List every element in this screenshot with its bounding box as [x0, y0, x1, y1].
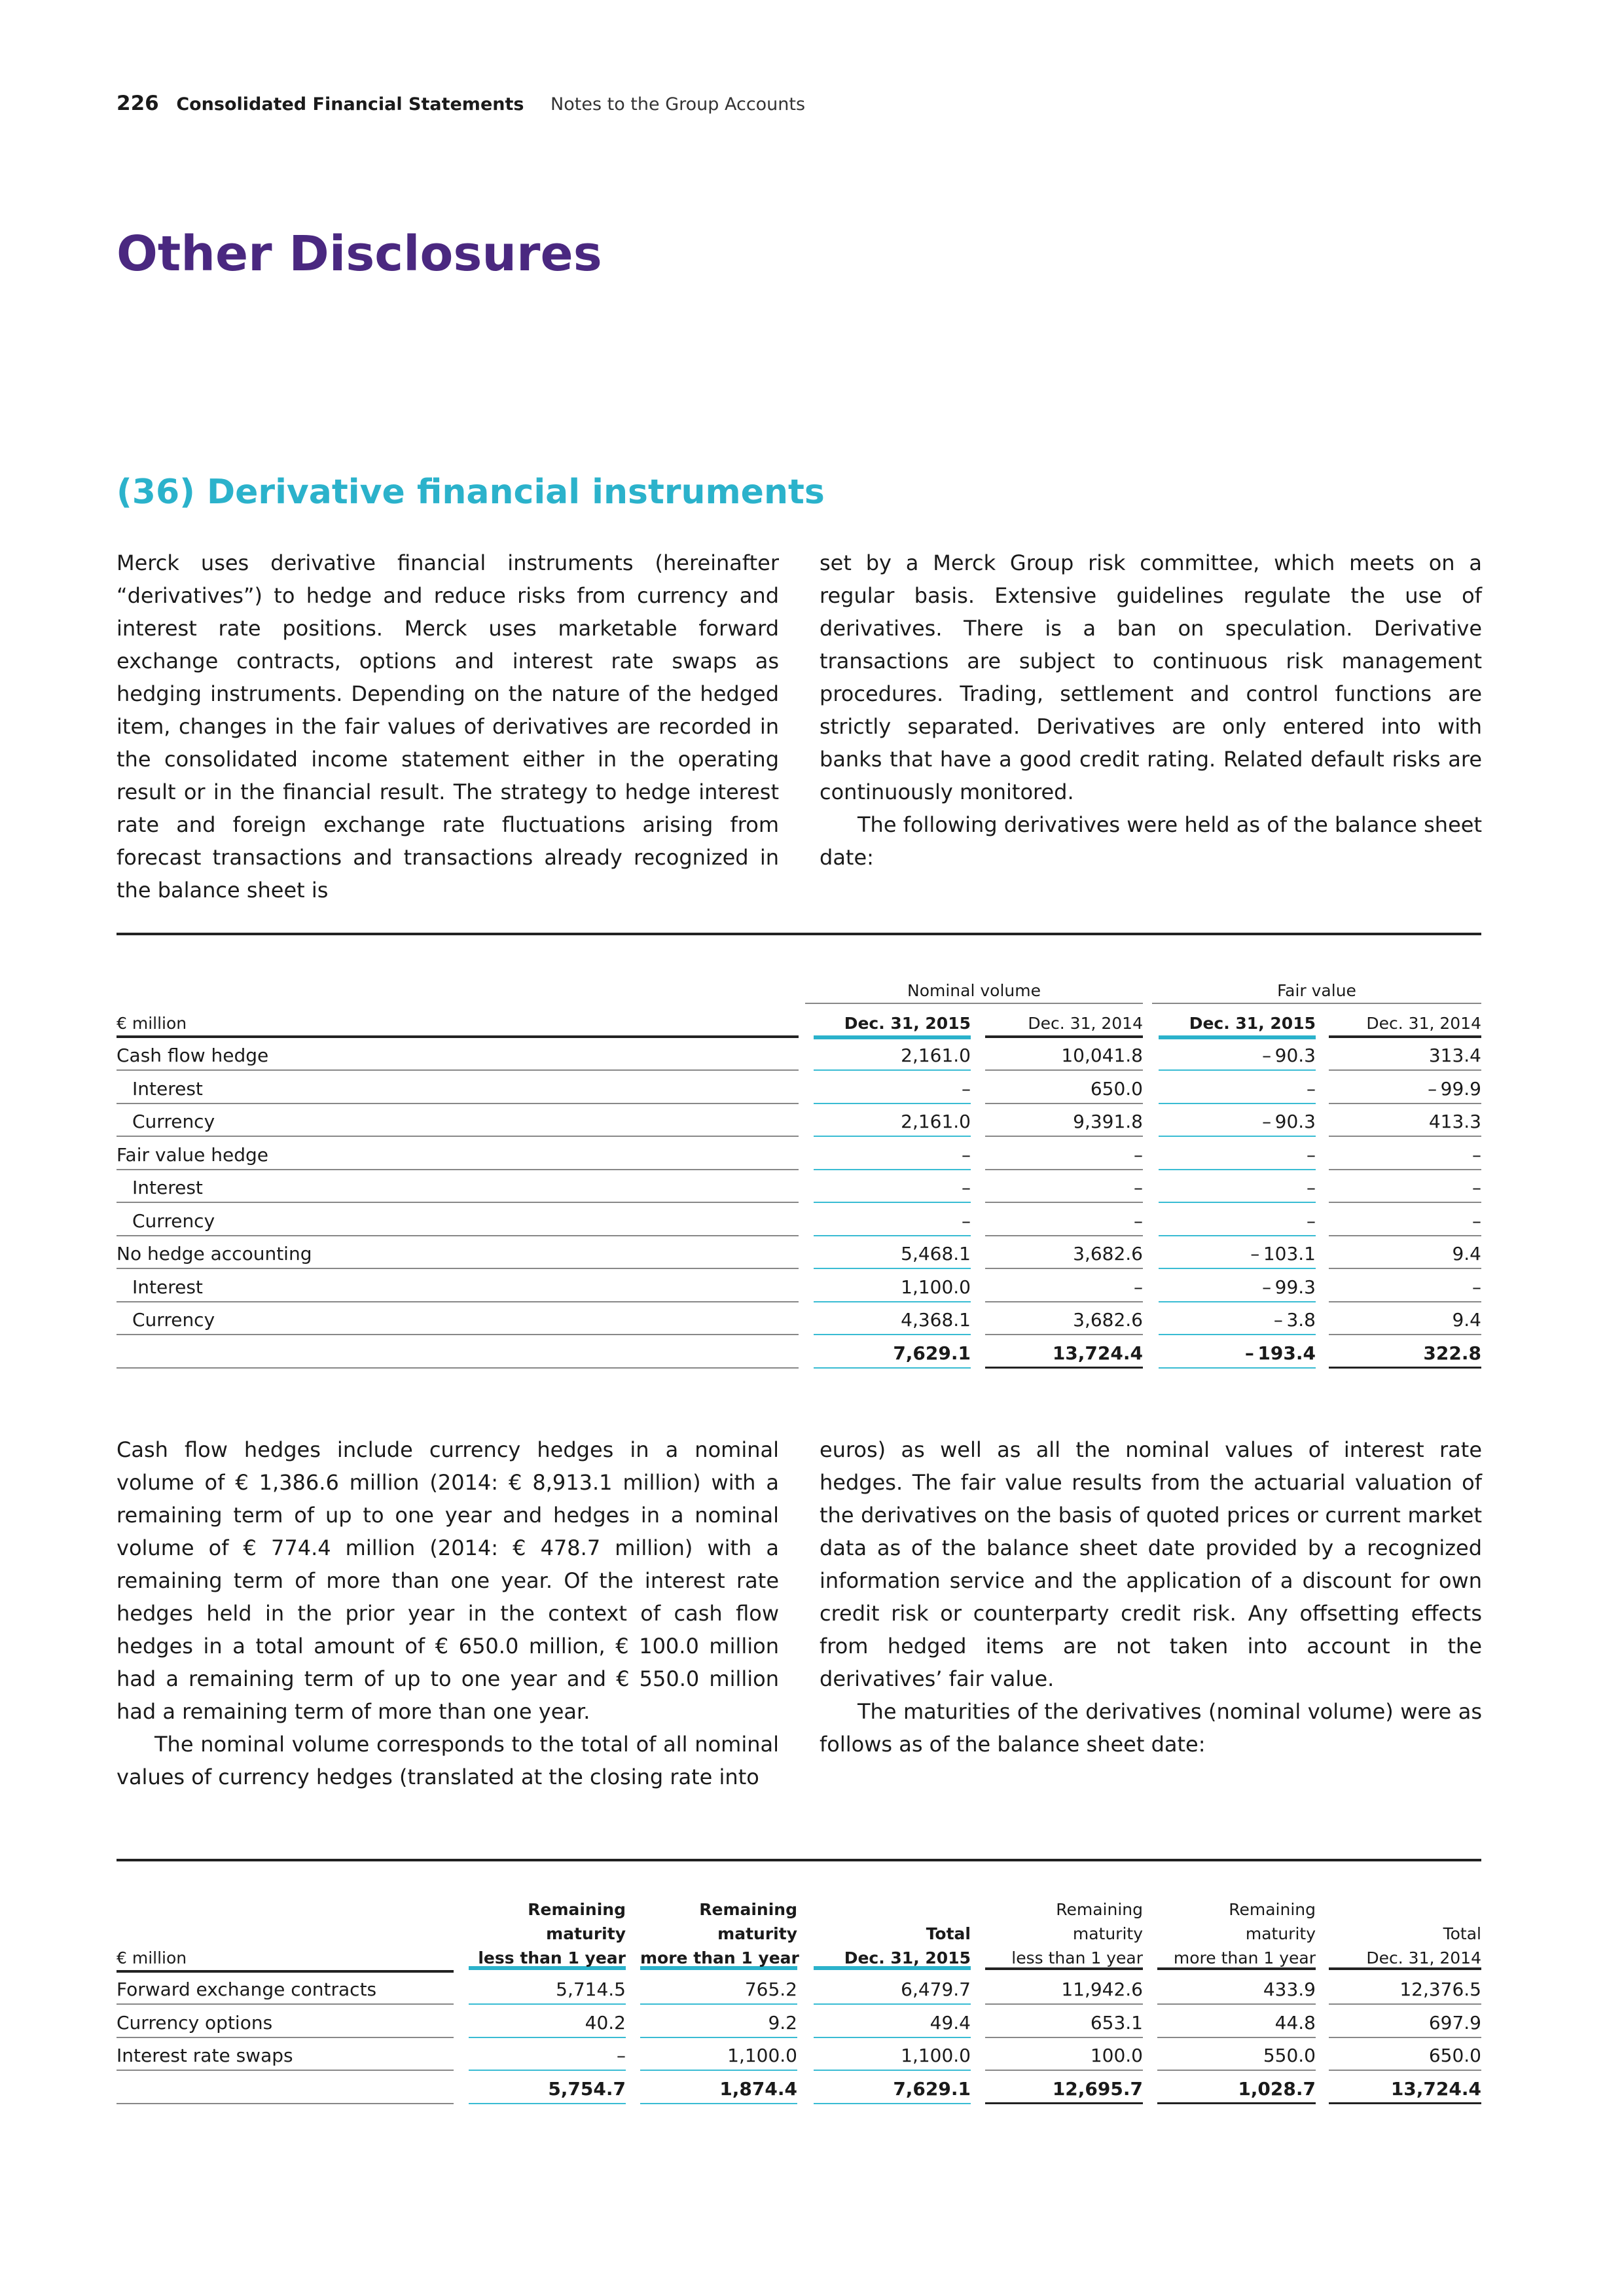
intro-right-paragraph: set by a Merck Group risk committee, which meets on a regular basis. Extensive guidelines regulate the use of derivatives. There is a ban on speculation. Derivative transactions are subject to continuous risk management procedures. Trading, settlement and control functions are strictly separated. Derivatives are only entered into with banks that have a good credit rating. Related default risks are continuously monitored.	[820, 550, 1482, 804]
table-cell: –	[985, 1272, 1143, 1302]
middle-right-column	[820, 1433, 1482, 1761]
table-cell: – 103.1	[1159, 1239, 1316, 1269]
column-header-line: Remaining	[528, 1900, 626, 1919]
column-header-line: more than 1 year	[640, 1946, 797, 1970]
intro-left-paragraph: Merck uses derivative financial instruments (hereinafter “derivatives”) to hedge and reduce risks from currency and interest rate positions. Merck uses marketable forward exchange contracts, options and interest rate swaps as hedging instruments. Depending on the nature of the hedged item, changes in the fair values of derivatives are recorded in the consolidated income statement either in the operating result or in the financial result. The strategy to hedge interest rate and foreign exchange rate fluctuations arising from forecast transactions and transactions already recognized in the balance sheet is	[117, 550, 779, 903]
row-label: Currency	[117, 1206, 799, 1236]
table-cell: 4,368.1	[814, 1305, 971, 1335]
table-cell: –	[1329, 1206, 1481, 1236]
note-heading: (36) Derivative financial instruments	[117, 473, 825, 512]
row-label: Currency options	[117, 2008, 454, 2038]
table-cell: 10,041.8	[985, 1041, 1143, 1071]
column-header-line: Remaining	[1229, 1900, 1316, 1919]
table-cell: 3,682.6	[985, 1239, 1143, 1269]
total-cell: 5,754.7	[469, 2074, 626, 2104]
table-cell: – 90.3	[1159, 1107, 1316, 1137]
table-cell: 3,682.6	[985, 1305, 1143, 1335]
column-header-line: maturity	[1245, 1924, 1316, 1943]
section-title: Consolidated Financial Statements	[176, 94, 524, 115]
total-row-label	[117, 1338, 799, 1369]
table-cell: 433.9	[1157, 1975, 1316, 2005]
column-header-line: less than 1 year	[985, 1946, 1143, 1970]
row-label: Currency	[117, 1107, 799, 1137]
table-cell: –	[814, 1173, 971, 1203]
table-cell: –	[1159, 1173, 1316, 1203]
table-cell: 2,161.0	[814, 1041, 971, 1071]
table-cell: 40.2	[469, 2008, 626, 2038]
column-header-line: Total	[926, 1924, 971, 1943]
table-cell: –	[814, 1140, 971, 1170]
table-cell: 5,468.1	[814, 1239, 971, 1269]
middle-left-column	[117, 1433, 779, 1793]
table-cell: –	[985, 1206, 1143, 1236]
table-cell: 12,376.5	[1329, 1975, 1481, 2005]
total-cell: 13,724.4	[1329, 2074, 1481, 2104]
table-cell: 1,100.0	[814, 2041, 971, 2071]
table-cell: 550.0	[1157, 2041, 1316, 2071]
total-cell: 322.8	[1329, 1338, 1481, 1369]
row-label: Interest	[117, 1074, 799, 1104]
total-cell: – 193.4	[1159, 1338, 1316, 1369]
table-cell: 2,161.0	[814, 1107, 971, 1137]
group-header-fair-value: Fair value	[1152, 978, 1481, 1004]
unit-label: € million	[117, 1946, 454, 1973]
column-header-line	[1329, 1897, 1481, 1922]
row-label: Currency	[117, 1305, 799, 1335]
table-cell: 9.4	[1329, 1239, 1481, 1269]
column-header: Dec. 31, 2014	[985, 1011, 1143, 1038]
total-cell: 7,629.1	[814, 1338, 971, 1369]
column-header-line: Dec. 31, 2014	[1329, 1946, 1481, 1970]
table-cell: 653.1	[985, 2008, 1143, 2038]
table-cell: 413.3	[1329, 1107, 1481, 1137]
table-cell: –	[1159, 1074, 1316, 1104]
group-header-nominal-volume: Nominal volume	[805, 978, 1143, 1004]
total-cell: 7,629.1	[814, 2074, 971, 2104]
maturities-table	[117, 1859, 1481, 2121]
table-cell: –	[814, 1206, 971, 1236]
table-cell: –	[985, 1140, 1143, 1170]
column-header-line: less than 1 year	[469, 1946, 626, 1970]
column-header-line: Total	[1443, 1924, 1481, 1943]
table-cell: 11,942.6	[985, 1975, 1143, 2005]
table-cell: – 99.9	[1329, 1074, 1481, 1104]
column-header-line: maturity	[1072, 1924, 1143, 1943]
column-header-line: Remaining	[1056, 1900, 1143, 1919]
table-cell: –	[1329, 1272, 1481, 1302]
table-cell: – 3.8	[1159, 1305, 1316, 1335]
table-cell: –	[1159, 1206, 1316, 1236]
total-cell: 12,695.7	[985, 2074, 1143, 2104]
table-cell: 1,100.0	[814, 1272, 971, 1302]
table-top-rule	[117, 1859, 1481, 1861]
subsection-title: Notes to the Group Accounts	[550, 94, 806, 115]
table-cell: 650.0	[1329, 2041, 1481, 2071]
table-cell: 9.4	[1329, 1305, 1481, 1335]
intro-right-paragraph: The following derivatives were held as of the balance sheet date:	[820, 812, 1482, 870]
table-cell: –	[469, 2041, 626, 2071]
middle-left-paragraph: Cash flow hedges include currency hedges in a nominal volume of € 1,386.6 million (2014: € 8,913.1 million) with a remaining term of up to one year and hedges in a nominal volume of € 774.4 million (2014: € 478.7 million) with a remaining term of more than one year. Of the interest rate hedges held in the prior year in the context of cash flow hedges in a total amount of € 650.0 million, € 100.0 million had a remaining term of up to one year and € 550.0 million had a remaining term of more than one year.	[117, 1437, 779, 1724]
intro-left-column	[117, 547, 779, 906]
intro-right-column	[820, 547, 1482, 874]
row-label: Interest	[117, 1173, 799, 1203]
row-label: Forward exchange contracts	[117, 1975, 454, 2005]
table-cell: 9,391.8	[985, 1107, 1143, 1137]
table-top-rule	[117, 933, 1481, 935]
column-header: Dec. 31, 2015	[1159, 1011, 1316, 1039]
table-cell: –	[985, 1173, 1143, 1203]
column-header-line: more than 1 year	[1157, 1946, 1316, 1970]
table-cell: – 90.3	[1159, 1041, 1316, 1071]
column-header-line	[814, 1897, 971, 1922]
table-cell: 1,100.0	[640, 2041, 797, 2071]
row-label: Interest	[117, 1272, 799, 1302]
total-cell: 1,874.4	[640, 2074, 797, 2104]
middle-right-paragraph: euros) as well as all the nominal values of interest rate hedges. The fair value results from the actuarial valuation of the derivatives on the basis of quoted prices or current market data as of the balance sheet date provided by a recognized information service and the application of a discount for own credit risk or counterparty credit risk. Any offsetting effects from hedged items are not taken into account in the derivatives’ fair value.	[820, 1437, 1482, 1691]
column-header-line: maturity	[717, 1924, 797, 1943]
row-label: No hedge accounting	[117, 1239, 799, 1269]
derivatives-table	[117, 933, 1481, 1384]
table-cell: –	[1329, 1140, 1481, 1170]
table-cell: 6,479.7	[814, 1975, 971, 2005]
page-number: 226	[117, 92, 159, 115]
table-cell: 5,714.5	[469, 1975, 626, 2005]
table-cell: –	[1159, 1140, 1316, 1170]
table-cell: – 99.3	[1159, 1272, 1316, 1302]
total-cell: 1,028.7	[1157, 2074, 1316, 2104]
running-header	[117, 92, 805, 115]
table-cell: 313.4	[1329, 1041, 1481, 1071]
table-cell: 49.4	[814, 2008, 971, 2038]
table-cell: –	[1329, 1173, 1481, 1203]
total-row-label	[117, 2074, 454, 2104]
column-header-line: Remaining	[699, 1900, 797, 1919]
middle-left-paragraph: The nominal volume corresponds to the total of all nominal values of currency hedges (translated at the closing rate into	[117, 1732, 779, 1789]
table-cell: 650.0	[985, 1074, 1143, 1104]
table-cell: 765.2	[640, 1975, 797, 2005]
middle-right-paragraph: The maturities of the derivatives (nominal volume) were as follows as of the balance sheet date:	[820, 1699, 1482, 1757]
column-header: Dec. 31, 2014	[1329, 1011, 1481, 1038]
table-cell: 100.0	[985, 2041, 1143, 2071]
table-cell: 44.8	[1157, 2008, 1316, 2038]
page-title: Other Disclosures	[117, 226, 602, 282]
column-header-line: maturity	[546, 1924, 626, 1943]
total-cell: 13,724.4	[985, 1338, 1143, 1369]
row-label: Cash flow hedge	[117, 1041, 799, 1071]
table-cell: –	[814, 1074, 971, 1104]
row-label: Fair value hedge	[117, 1140, 799, 1170]
table-cell: 9.2	[640, 2008, 797, 2038]
unit-label: € million	[117, 1011, 799, 1038]
column-header: Dec. 31, 2015	[814, 1011, 971, 1039]
table-cell: 697.9	[1329, 2008, 1481, 2038]
column-header-line: Dec. 31, 2015	[814, 1946, 971, 1970]
row-label: Interest rate swaps	[117, 2041, 454, 2071]
